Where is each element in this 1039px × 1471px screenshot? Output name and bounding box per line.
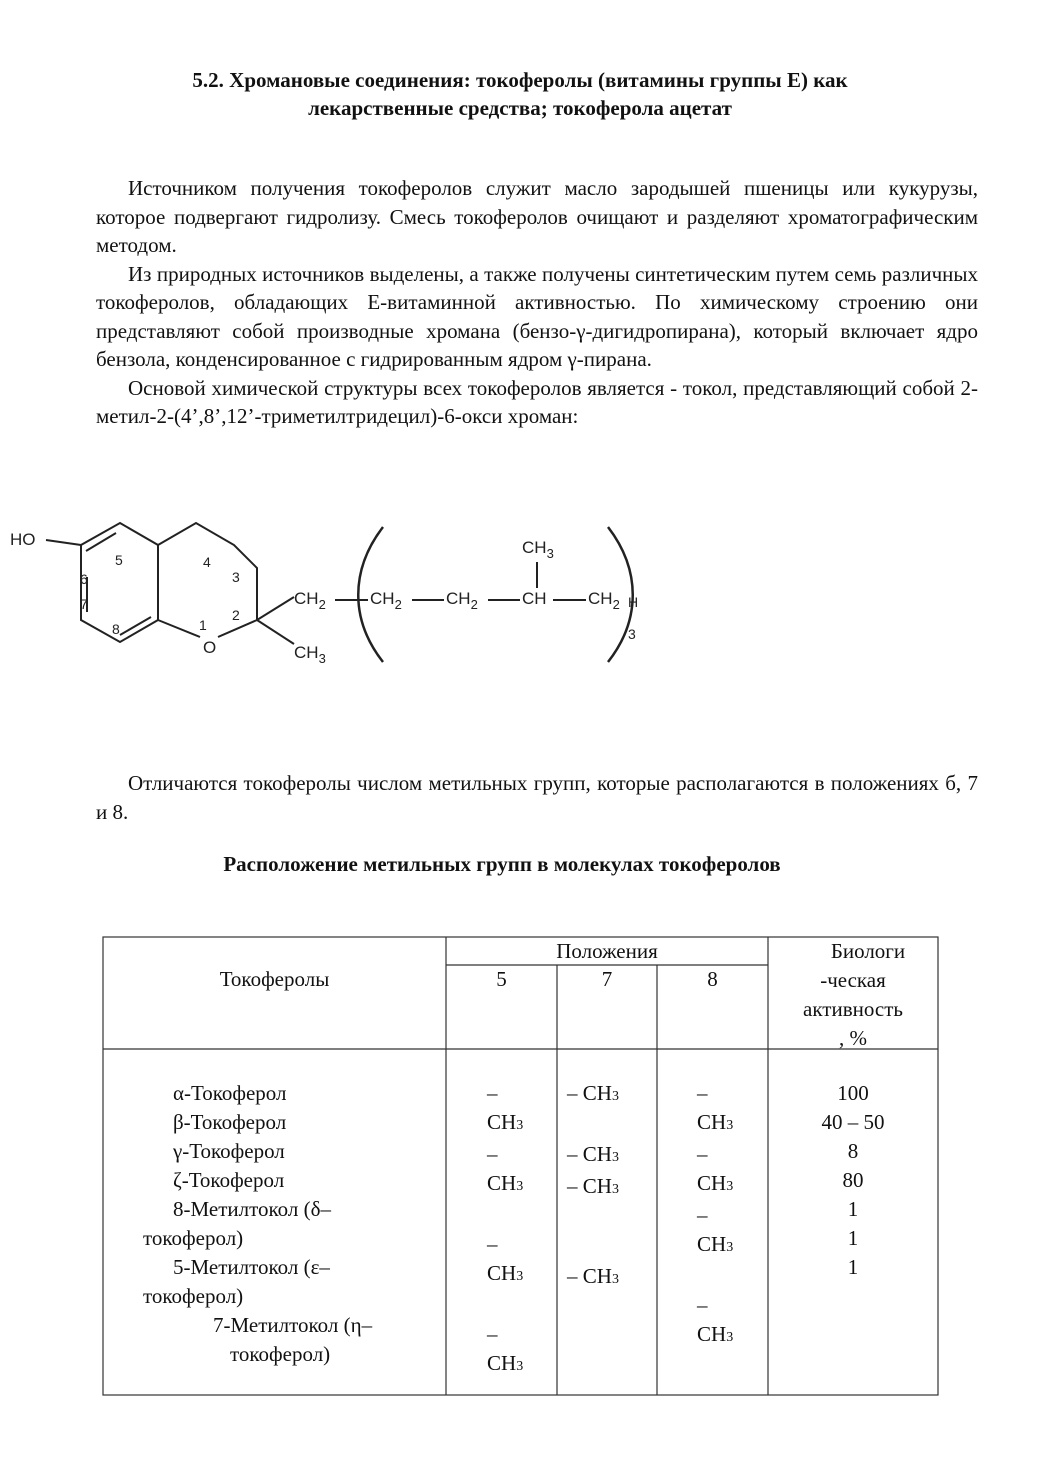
repeat-count: 3 [628,626,636,642]
benzene-double-bond [86,533,116,551]
col-position-7: – CH3 – CH3 – CH3 – CH3 [567,1081,619,1288]
ho-label: HO [10,530,36,549]
ch3-branch-label: $CH_3$ [522,538,554,561]
section-heading [96,66,944,122]
col-activity [768,1079,938,1282]
name-epsilon: 5-Метилтокол (ε– [173,1255,330,1279]
name-beta: β-Токоферол [173,1110,287,1134]
ring-number-4: 4 [203,554,211,570]
name-epsilon-cont: токоферол) [143,1284,244,1308]
name-eta: 7-Метилтокол (η– [213,1313,373,1337]
ch2-label-3: $CH_2$ [446,589,478,612]
activity-epsilon: 1 [847,1226,859,1250]
ring-number-5: 5 [115,552,123,568]
ch2-label-4: $CH_2$ [588,589,620,612]
tocopherol-names [143,1079,443,1369]
ch3-label-1: $CH_3$ [294,643,326,666]
intro-text [96,174,978,431]
terminal-h: H [628,594,639,610]
ho-bond [46,540,81,545]
ch2-label-1: $CH_2$ [294,589,326,612]
header-tocopherols: Токоферолы [219,967,330,991]
ch-label: CH [522,589,547,608]
name-delta-cont: токоферол) [143,1226,244,1250]
ring-number-8: 8 [112,621,120,637]
activity-beta: 40 – 50 [821,1110,885,1134]
ring-number-3: 3 [232,569,240,585]
header-position-5: 5 [496,967,507,991]
activity-delta: 1 [847,1197,859,1221]
ring-number-7: 7 [80,596,88,612]
ch2-label-2: $CH_2$ [370,589,402,612]
col-position-8: – CH3 – CH3 – CH3 – CH3 [697,1081,734,1346]
activity-eta: 1 [847,1255,859,1279]
header-positions: Положения [556,939,658,963]
header-position-7: 7 [601,967,613,991]
paragraph-3: Основой химической структуры всех токоферолов является - токол, представляющий собой 2-метил-2-(4’,8’,12’-триметилтридецил)-6-окси хроман: [96,375,978,428]
ring-number-6: 6 [80,571,88,587]
ring-oxygen: O [203,638,217,657]
name-zeta: ζ-Токоферол [173,1168,285,1192]
col-position-5: – CH3 – CH3 – CH3 – CH3 [487,1081,524,1375]
heading-line-1: 5.2. Хромановые соединения: токоферолы (витамины группы Е) как [192,68,848,92]
activity-zeta: 80 [842,1168,864,1192]
methyl-text [96,769,978,826]
paragraph-2: Из природных источников выделены, а также получены синтетическим путем семь различных токоферолов, обладающих Е-витаминной активностью. По химическому строению они представляют собой производные хромана (бензо-γ-дигидропирана), который включает ядро бензола, конденсированное с гидрированным ядром γ-пирана. [96,261,978,371]
table-title: Расположение метильных групп в молекулах токоферолов [223,852,781,876]
ch2-bond [257,597,294,620]
pyran-bond-o [158,620,200,637]
header-position-8: 8 [707,967,718,991]
name-delta: 8-Метилтокол (δ– [173,1197,331,1221]
activity-alpha: 100 [837,1081,869,1105]
ch3-bond [257,620,294,644]
paragraph-1: Источником получения токоферолов служит масло зародышей пшеницы или кукурузы, которое подвергают гидролизу. Смесь токоферолов очищают и разделяют хроматографическим методом. [96,176,978,257]
heading-line-2: лекарственные средства; токоферола ацетат [308,96,732,120]
ring-number-2: 2 [232,607,240,623]
name-alpha: α-Токоферол [173,1081,287,1105]
pyran-ring [158,523,257,637]
name-eta-cont: токоферол) [230,1342,331,1366]
paragraph-4: Отличаются токоферолы числом метильных групп, которые располагаются в положениях б, 7 и 8. [96,771,978,824]
header-activity: Биологи -ческая активность , % [803,939,906,1050]
tocol-structural-formula [0,505,700,690]
ring-number-1: 1 [199,617,207,633]
activity-gamma: 8 [847,1139,859,1163]
name-gamma: γ-Токоферол [173,1139,285,1163]
